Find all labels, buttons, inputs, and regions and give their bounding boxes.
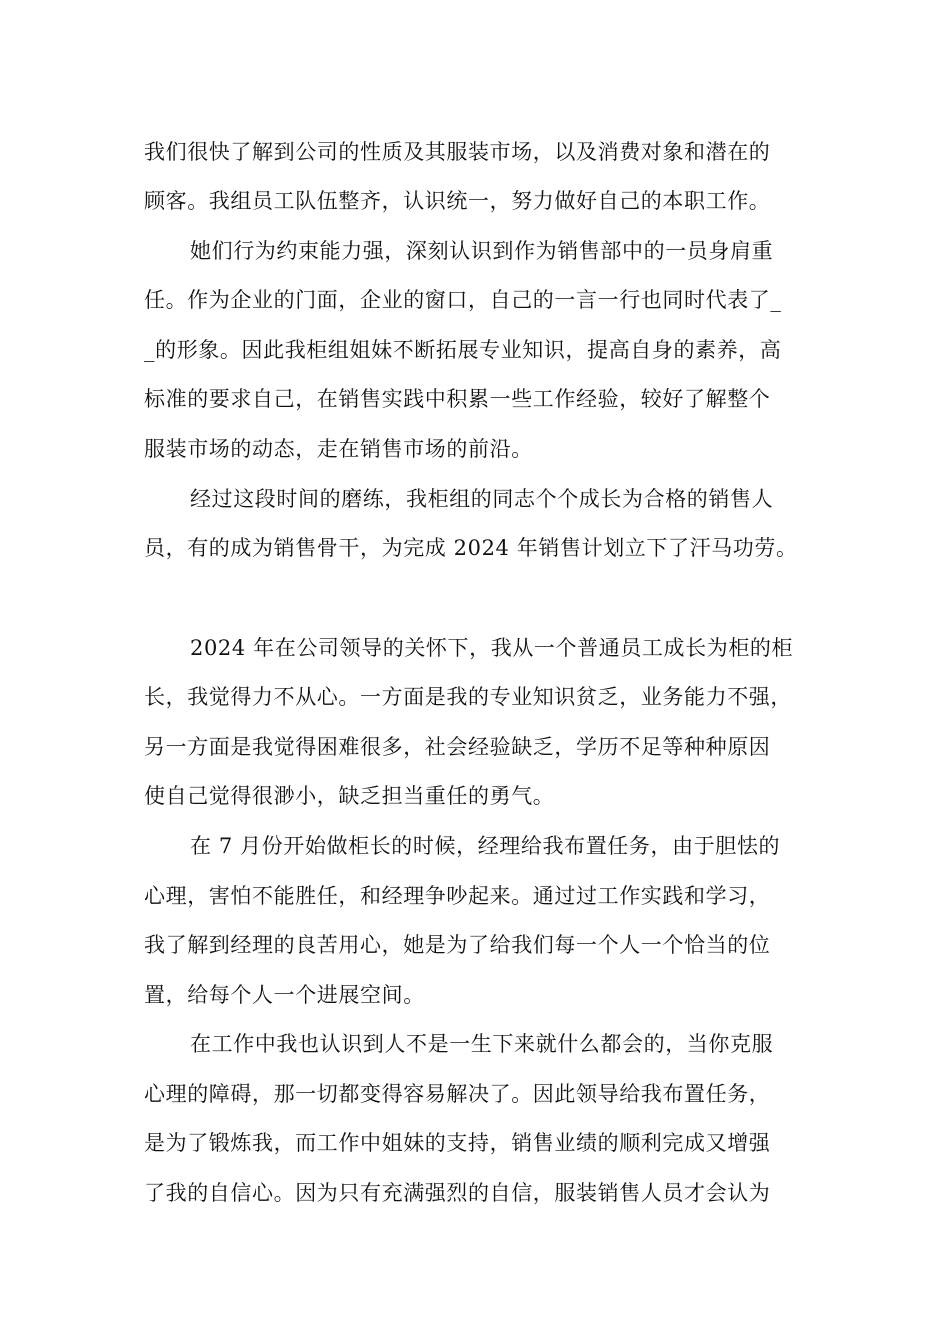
text-line: 顾客。我组员工队伍整齐，认识统一，努力做好自己的本职工作。 [144,189,771,213]
text-line: 我了解到经理的良苦用心，她是为了给我们每一个人一个恰当的位 [144,933,771,957]
text-line: 任。作为企业的门面，企业的窗口，自己的一言一行也同时代表了_ [144,288,782,312]
text-line: 员，有的成为销售骨干，为完成 2024 年销售计划立下了汗马功劳。 [144,536,798,560]
text-line: 心理，害怕不能胜任，和经理争吵起来。通过过工作实践和学习， [144,884,771,908]
paragraph-first-line: 经过这段时间的磨练，我柜组的同志个个成长为合格的销售人 [190,487,774,511]
text-line: 我们很快了解到公司的性质及其服装市场，以及消费对象和潜在的 [144,140,771,164]
paragraph-first-line: 她们行为约束能力强，深刻认识到作为销售部中的一员身肩重 [190,239,774,263]
paragraph-first-line: 2024 年在公司领导的关怀下，我从一个普通员工成长为柜的柜 [190,636,794,660]
text-line: 是为了锻炼我，而工作中姐妹的支持，销售业绩的顺利完成又增强 [144,1131,771,1155]
text-line: 了我的自信心。因为只有充满强烈的自信，服装销售人员才会认为 [144,1181,771,1205]
text-line: 服装市场的动态，走在销售市场的前沿。 [144,437,533,461]
text-line: 使自己觉得很渺小，缺乏担当重任的勇气。 [144,784,555,808]
text-line: 心理的障碍，那一切都变得容易解决了。因此领导给我布置任务， [144,1082,771,1106]
text-line: 另一方面是我觉得困难很多，社会经验缺乏，学历不足等种种原因 [144,735,771,759]
paragraph-first-line: 在工作中我也认识到人不是一生下来就什么都会的，当你克服 [190,1032,774,1056]
text-line: 长，我觉得力不从心。一方面是我的专业知识贫乏，业务能力不强， [144,685,792,709]
text-line: 置，给每个人一个进展空间。 [144,983,425,1007]
paragraph-first-line: 在 7 月份开始做柜长的时候，经理给我布置任务，由于胆怯的 [190,834,781,858]
text-line: 标准的要求自己，在销售实践中积累一些工作经验，较好了解整个 [144,387,771,411]
text-line: _的形象。因此我柜组姐妹不断拓展专业知识，提高自身的素养，高 [144,338,782,362]
